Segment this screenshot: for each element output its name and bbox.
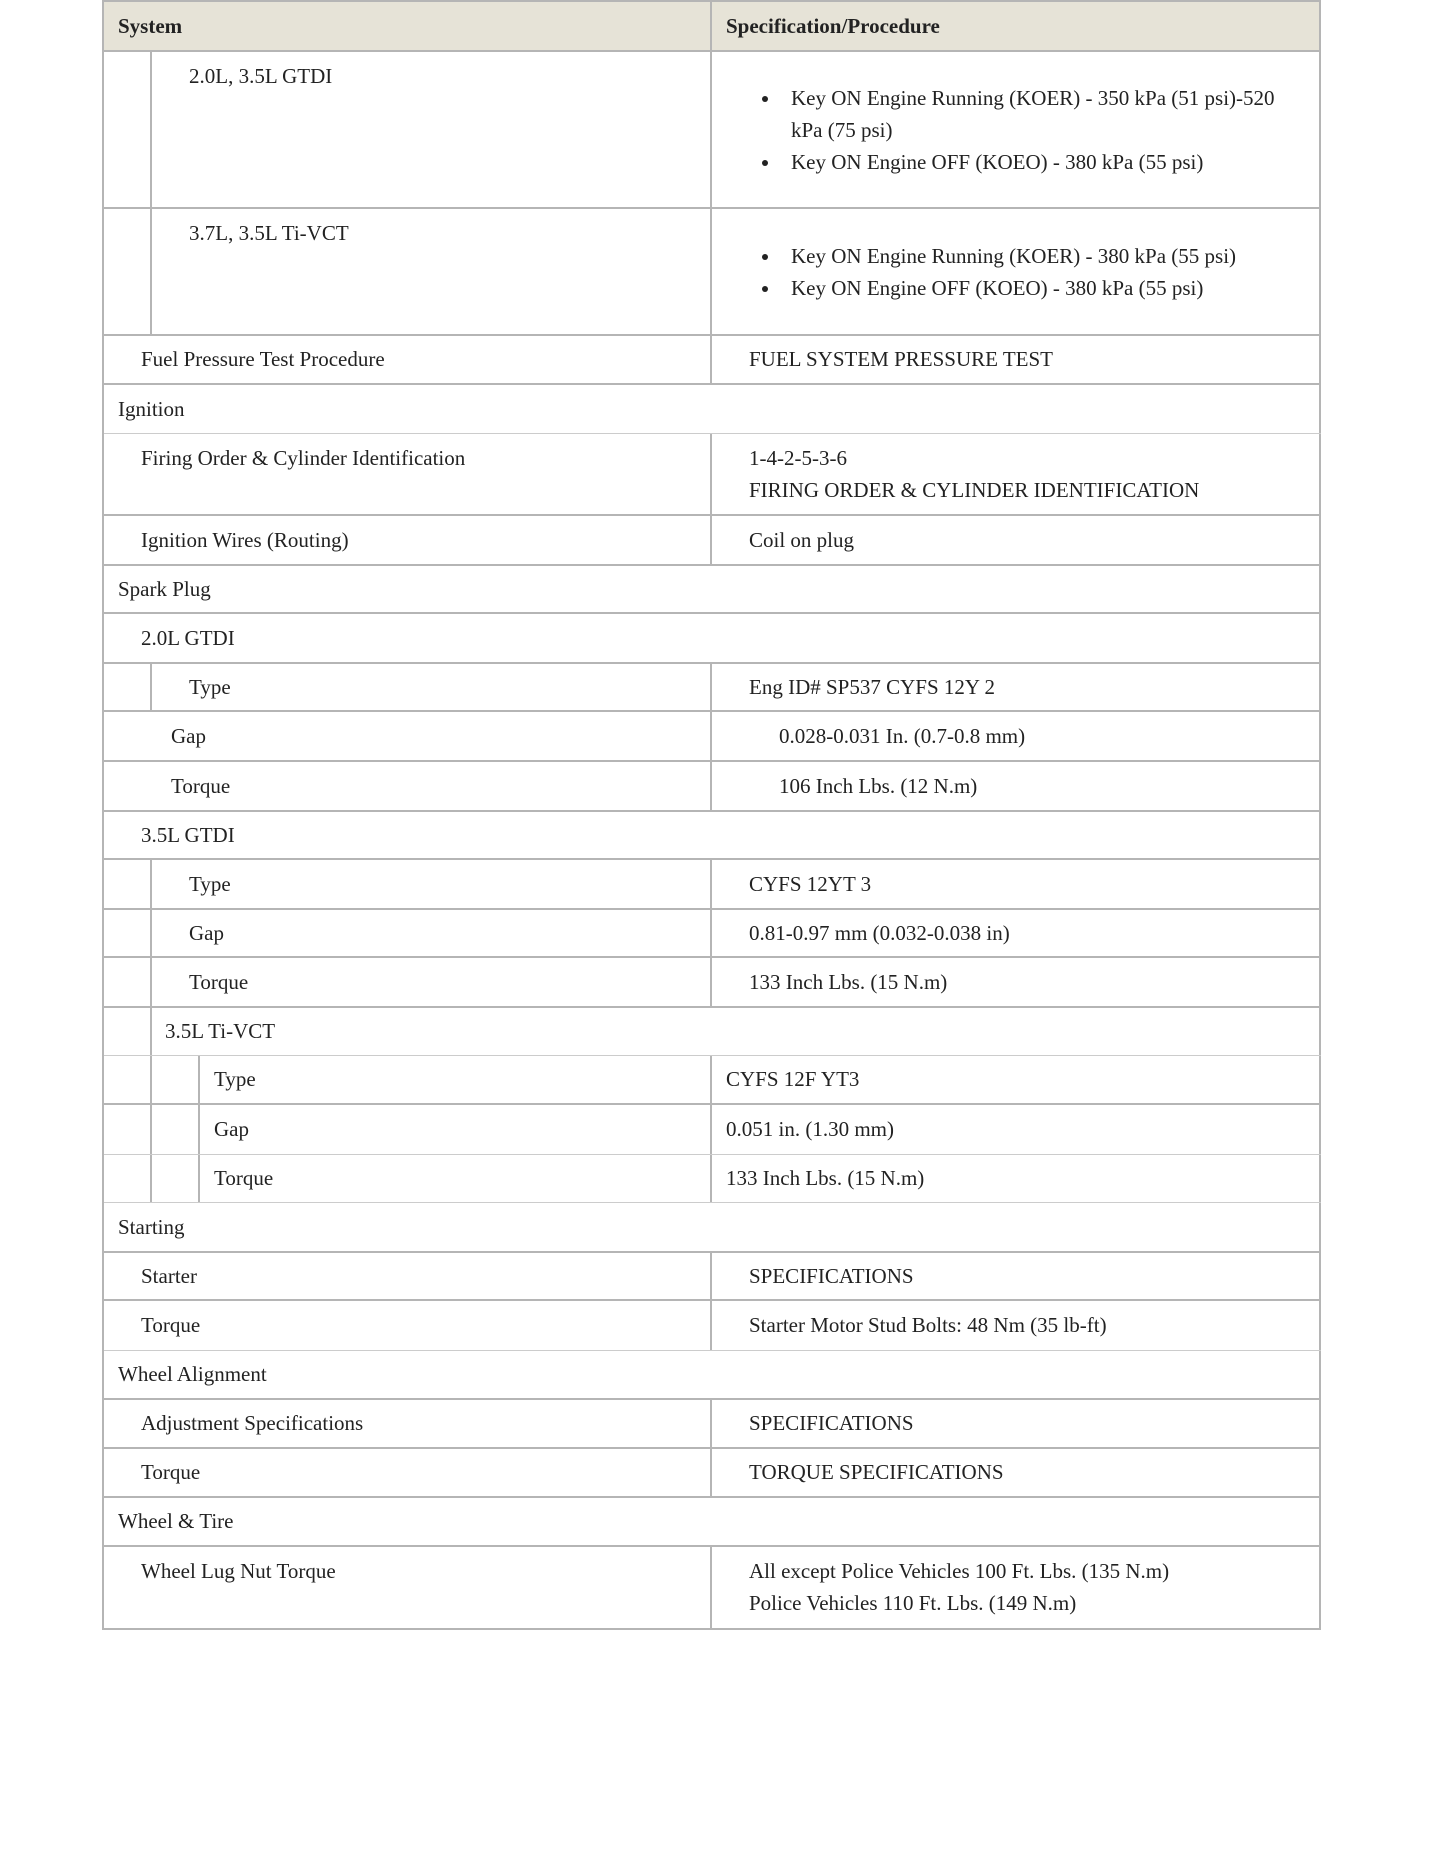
row-label-cell: [104, 910, 712, 956]
lug-torque-standard: All except Police Vehicles 100 Ft. Lbs. (135 N.m): [749, 1559, 1170, 1583]
wheel-alignment-section-title: Wheel Alignment: [104, 1351, 1321, 1398]
table-row: [104, 712, 1321, 762]
section-row: [104, 385, 1321, 434]
fuel-test-value: FUEL SYSTEM PRESSURE TEST: [712, 336, 1321, 383]
alignment-torque-label: Torque: [104, 1449, 712, 1496]
table-row: [104, 664, 1321, 712]
row-value-cell: [712, 52, 1321, 207]
section-row: [104, 1203, 1321, 1253]
spark-gtdi35-type-value: CYFS 12YT 3: [712, 860, 1321, 908]
section-row: [104, 566, 1321, 614]
starter-torque-label: Torque: [104, 1301, 712, 1350]
table-header-row: [104, 2, 1321, 52]
starter-value: SPECIFICATIONS: [712, 1253, 1321, 1299]
spark-plug-section-title: Spark Plug: [104, 566, 1321, 612]
row-label-cell: [104, 958, 712, 1006]
spark-gtdi35-torque-value: 133 Inch Lbs. (15 N.m): [712, 958, 1321, 1006]
ignition-wires-value: Coil on plug: [712, 516, 1321, 564]
table-row: [104, 910, 1321, 958]
table-row: [104, 1301, 1321, 1351]
list-item: • Key ON Engine OFF (KOEO) - 380 kPa (55 psi): [781, 146, 1289, 178]
fuel-gtdi-label: 2.0L, 3.5L GTDI: [189, 64, 333, 88]
spark-gtdi20-title: 2.0L GTDI: [104, 614, 1321, 662]
spark-gtdi20-gap-label: Gap: [104, 712, 712, 760]
table-row: [104, 1155, 1321, 1203]
table-row: [104, 209, 1321, 336]
spark-gtdi20-type-label: Type: [189, 674, 231, 699]
subsection-row: [104, 614, 1321, 664]
starting-section-title: Starting: [104, 1203, 1321, 1251]
firing-order-reference: FIRING ORDER & CYLINDER IDENTIFICATION: [749, 478, 1200, 502]
ignition-section-title: Ignition: [104, 385, 1321, 433]
row-label-cell: [104, 1008, 1321, 1055]
spec-column-header: Specification/Procedure: [712, 2, 1321, 50]
table-row: [104, 1253, 1321, 1301]
table-row: [104, 762, 1321, 812]
table-row: [104, 336, 1321, 385]
starter-label: Starter: [104, 1253, 712, 1299]
wheel-tire-section-title: Wheel & Tire: [104, 1498, 1321, 1545]
firing-order-label: Firing Order & Cylinder Identification: [104, 434, 712, 514]
list-item: • Key ON Engine OFF (KOEO) - 380 kPa (55 psi): [781, 272, 1236, 304]
fuel-tivct-label: 3.7L, 3.5L Ti-VCT: [189, 221, 349, 245]
spark-gtdi35-gap-value: 0.81-0.97 mm (0.032-0.038 in): [712, 910, 1321, 956]
fuel-tivct-spec-list: [726, 240, 1236, 304]
table-row: [104, 52, 1321, 209]
table-row: [104, 958, 1321, 1008]
list-item: • Key ON Engine Running (KOER) - 380 kPa (55 psi): [781, 240, 1236, 272]
spark-gtdi20-gap-value: 0.028-0.031 In. (0.7-0.8 mm): [712, 712, 1321, 760]
spark-gtdi20-type-value: Eng ID# SP537 CYFS 12Y 2: [712, 664, 1321, 710]
lug-torque-police: Police Vehicles 110 Ft. Lbs. (149 N.m): [749, 1591, 1077, 1615]
fuel-test-label: Fuel Pressure Test Procedure: [104, 336, 712, 383]
spark-gtdi35-torque-label: Torque: [189, 969, 249, 994]
specifications-table: [102, 0, 1321, 1630]
spark-tivct35-gap-label: Gap: [214, 1117, 249, 1141]
row-label-cell: [104, 1155, 712, 1202]
adjustment-specifications-value: SPECIFICATIONS: [712, 1400, 1321, 1447]
section-row: [104, 1498, 1321, 1547]
wheel-lug-nut-torque-label: Wheel Lug Nut Torque: [104, 1547, 712, 1628]
row-label-cell: [104, 860, 712, 908]
spark-tivct35-type-value: CYFS 12F YT3: [712, 1056, 1321, 1103]
spark-tivct35-title: 3.5L Ti-VCT: [165, 1019, 276, 1043]
spark-tivct35-torque-label: Torque: [214, 1166, 274, 1190]
spark-gtdi35-type-label: Type: [189, 871, 231, 896]
fuel-gtdi-spec-list: [726, 82, 1289, 178]
firing-order-value: [712, 434, 1321, 514]
firing-order-sequence: 1-4-2-5-3-6: [749, 446, 847, 470]
table-row: [104, 434, 1321, 516]
row-label-cell: [104, 664, 712, 710]
table-row: [104, 1105, 1321, 1155]
alignment-torque-value: TORQUE SPECIFICATIONS: [712, 1449, 1321, 1496]
spark-tivct35-gap-value: 0.051 in. (1.30 mm): [712, 1105, 1321, 1154]
table-row: [104, 1449, 1321, 1498]
row-value-cell: [712, 209, 1321, 334]
table-row: [104, 1547, 1321, 1630]
table-row: [104, 860, 1321, 910]
table-row: [104, 1400, 1321, 1449]
spark-gtdi20-torque-label: Torque: [104, 762, 712, 810]
list-item: • Key ON Engine Running (KOER) - 350 kPa (51 psi)-520 kPa (75 psi): [781, 82, 1289, 146]
spark-gtdi35-gap-label: Gap: [189, 920, 224, 945]
table-row: [104, 516, 1321, 566]
table-row: [104, 1056, 1321, 1105]
spark-tivct35-torque-value: 133 Inch Lbs. (15 N.m): [712, 1155, 1321, 1202]
section-row: [104, 1351, 1321, 1400]
system-column-header: System: [104, 2, 712, 50]
spark-tivct35-type-label: Type: [214, 1067, 256, 1091]
starter-torque-value: Starter Motor Stud Bolts: 48 Nm (35 lb-ft): [712, 1301, 1321, 1350]
spark-gtdi20-torque-value: 106 Inch Lbs. (12 N.m): [712, 762, 1321, 810]
ignition-wires-label: Ignition Wires (Routing): [104, 516, 712, 564]
wheel-lug-nut-torque-value: [712, 1547, 1321, 1628]
subsection-row: [104, 1008, 1321, 1056]
row-label-cell: [104, 1105, 712, 1154]
row-label-cell: [104, 1056, 712, 1103]
row-label-cell: [104, 52, 712, 207]
subsection-row: [104, 812, 1321, 860]
row-label-cell: [104, 209, 712, 334]
adjustment-specifications-label: Adjustment Specifications: [104, 1400, 712, 1447]
spark-gtdi35-title: 3.5L GTDI: [104, 812, 1321, 858]
